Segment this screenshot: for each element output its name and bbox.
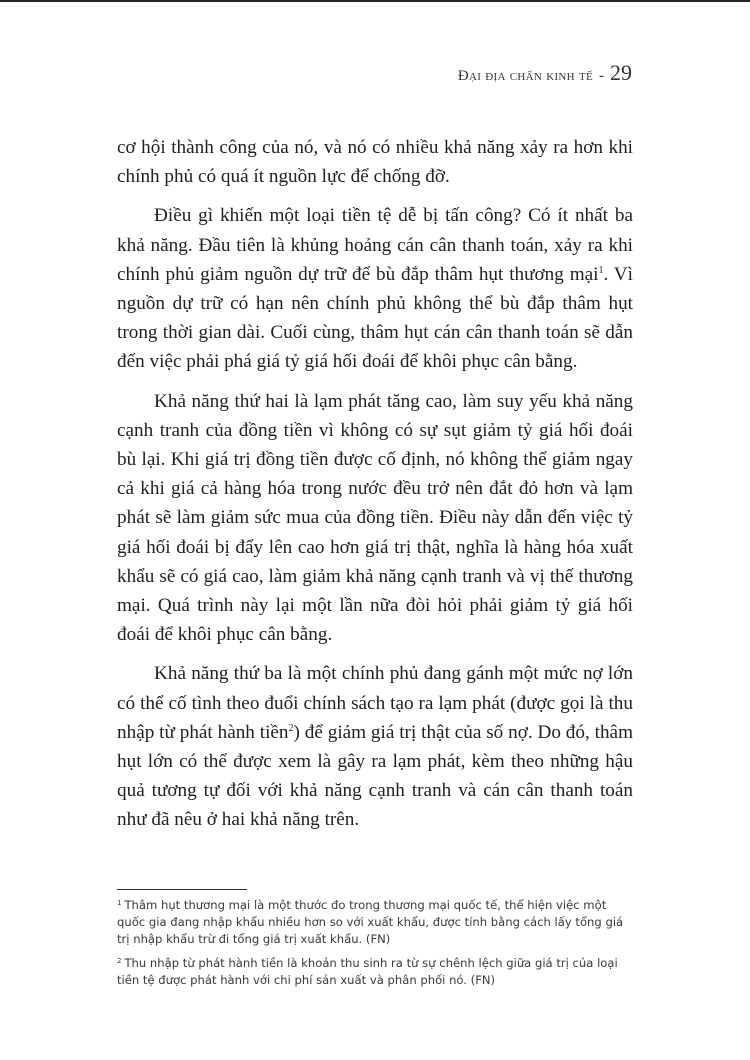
page-number: 29 — [610, 60, 632, 85]
paragraph-text: . Vì nguồn dự trữ có hạn nên chính phủ không thể bù đắp thâm hụt trong thời gian dài. Cuối cùng, thâm hụt cán cân thanh toán sẽ dẫn đến việc phải phá giá tỷ giá hối đoái để khôi phục cân bằng. — [117, 263, 633, 373]
paragraph-text: Điều gì khiến một loại tiền tệ dễ bị tấn công? Có ít nhất ba khả năng. Đầu tiên là khủng hoảng cán cân thanh toán, xảy ra khi chính phủ giảm nguồn dự trữ để bù đắp thâm hụt thương mại — [117, 205, 633, 285]
footnote-divider — [117, 889, 247, 890]
paragraph-4 — [117, 659, 633, 834]
paragraph-text: Khả năng thứ hai là lạm phát tăng cao, làm suy yếu khả năng cạnh tranh của đồng tiền vì không có sự sụt giảm tỷ giá hối đoái bù lại. Khi giá trị đồng tiền được cố định, nó không thể giảm ngay cả khi giá cả hàng hóa trong nước đều trở nên đắt đỏ hơn và lạm phát sẽ làm giảm sức mua của đồng tiền. Điều này dẫn đến việc tỷ giá hối đoái bị đẩy lên cao hơn giá trị thật, nghĩa là hàng hóa xuất khẩu sẽ có giá cao, làm giảm khả năng cạnh tranh và vị thế thương mại. Quá trình này lại một lần nữa đòi hỏi phải giảm tỷ giá hối đoái để khôi phục cân bằng. — [117, 390, 633, 646]
running-separator: - — [599, 68, 604, 84]
footnote-reference-2[interactable]: 2 — [288, 722, 294, 734]
footnote-mark: 2 — [117, 957, 122, 965]
body-text — [117, 133, 633, 845]
footnote-mark: 1 — [117, 899, 122, 907]
footnote-2 — [117, 953, 633, 989]
footnotes — [117, 895, 633, 994]
running-title: Đại địa chấn kinh tế — [457, 68, 593, 84]
paragraph-3 — [117, 387, 633, 650]
page-top-border — [0, 0, 750, 2]
paragraph-text: Khả năng thứ ba là một chính phủ đang gánh một mức nợ lớn có thể cố tình theo đuổi chính sách tạo ra lạm phát (được gọi là thu nhập từ phát hành tiền — [117, 663, 633, 743]
paragraph-1 — [117, 133, 633, 191]
paragraph-text: cơ hội thành công của nó, và nó có nhiều khả năng xảy ra hơn khi chính phủ có quá ít nguồn lực để chống đỡ. — [117, 137, 633, 188]
page-top-border-faint — [0, 6, 750, 7]
footnote-text: Thu nhập từ phát hành tiền là khoản thu sinh ra từ sự chênh lệch giữa giá trị của loại tiền tệ được phát hành với chi phí sản xuất và phân phối nó. (FN) — [117, 956, 618, 987]
footnote-text: Thâm hụt thương mại là một thước đo trong thương mại quốc tế, thể hiện việc một quốc gia đang nhập khẩu nhiều hơn so với xuất khẩu, được tính bằng cách lấy tổng giá trị nhập khẩu trừ đi tổng giá trị xuất khẩu. (FN) — [117, 898, 624, 946]
running-header — [458, 60, 632, 86]
paragraph-text: ) để giảm giá trị thật của số nợ. Do đó, thâm hụt lớn có thể được xem là gây ra lạm phát, kèm theo những hậu quả tương tự đối với khả năng cạnh tranh và cán cân thanh toán như đã nêu ở hai khả năng trên. — [117, 721, 634, 831]
paragraph-2 — [117, 201, 633, 376]
footnote-reference-1[interactable]: 1 — [598, 264, 604, 276]
footnote-1 — [117, 895, 633, 948]
